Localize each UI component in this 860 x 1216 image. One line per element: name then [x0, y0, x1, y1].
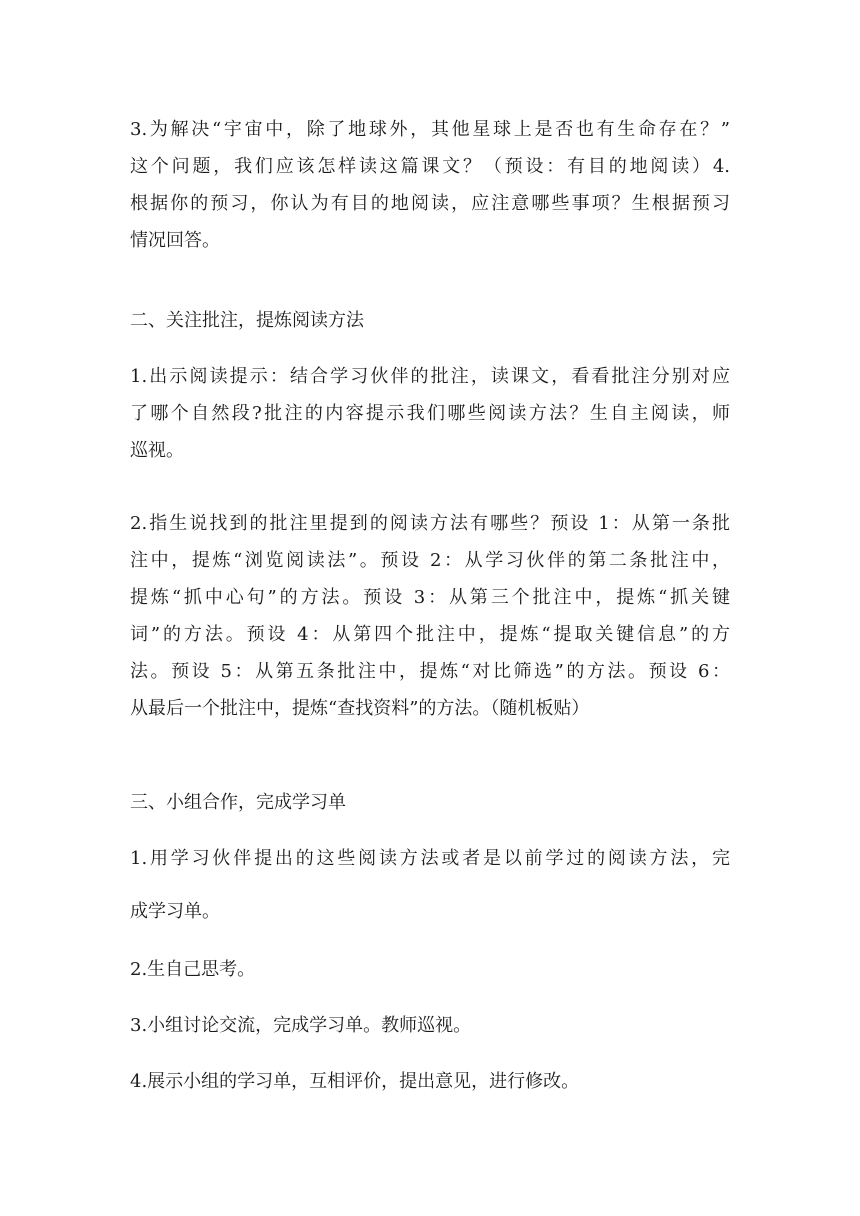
paragraph-group-step-3: 3.小组讨论交流，完成学习单。教师巡视。 — [130, 1015, 472, 1036]
text-line: 2.指生说找到的批注里提到的阅读方法有哪些？预设 1：从第一条批 — [130, 513, 730, 534]
paragraph-group-step-2: 2.生自己思考。 — [130, 959, 256, 980]
text-line: 提炼“抓中心句”的方法。预设 3：从第三个批注中，提炼“抓关键 — [130, 587, 730, 608]
paragraph-group-step-1 — [130, 840, 730, 930]
text-line: 词”的方法。预设 4：从第四个批注中，提炼“提取关键信息”的方 — [130, 624, 730, 645]
text-line: 注中，提炼“浏览阅读法”。预设 2：从学习伙伴的第二条批注中， — [130, 550, 730, 571]
text-line: 1.出示阅读提示：结合学习伙伴的批注，读课文，看看批注分别对应 — [130, 366, 730, 387]
text-line: 巡视。 — [130, 440, 184, 461]
text-line: 3.为解决“宇宙中，除了地球外，其他星球上是否也有生命存在？” — [130, 119, 730, 140]
paragraph-question-3 — [130, 111, 730, 259]
text-line: 根据你的预习，你认为有目的地阅读，应注意哪些事项？生根据预习 — [130, 193, 730, 214]
text-line: 情况回答。 — [130, 230, 220, 251]
section-heading-2: 二、关注批注，提炼阅读方法 — [130, 310, 364, 331]
text-line: 法。预设 5：从第五条批注中，提炼“对比筛选”的方法。预设 6： — [130, 661, 730, 682]
text-line: 从最后一个批注中，提炼“查找资料”的方法。（随机板贴） — [130, 698, 590, 719]
paragraph-step-1 — [130, 358, 730, 469]
text-line: 成学习单。 — [130, 901, 220, 922]
paragraph-group-step-4: 4.展示小组的学习单，互相评价，提出意见，进行修改。 — [130, 1071, 580, 1092]
text-line: 了哪个自然段?批注的内容提示我们哪些阅读方法？生自主阅读，师 — [130, 403, 730, 424]
text-line: 1.用学习伙伴提出的这些阅读方法或者是以前学过的阅读方法，完 — [130, 848, 730, 869]
paragraph-step-2 — [130, 505, 730, 727]
section-heading-3: 三、小组合作，完成学习单 — [130, 792, 346, 813]
text-line: 这个问题，我们应该怎样读这篇课文？（预设：有目的地阅读）4. — [130, 156, 730, 177]
